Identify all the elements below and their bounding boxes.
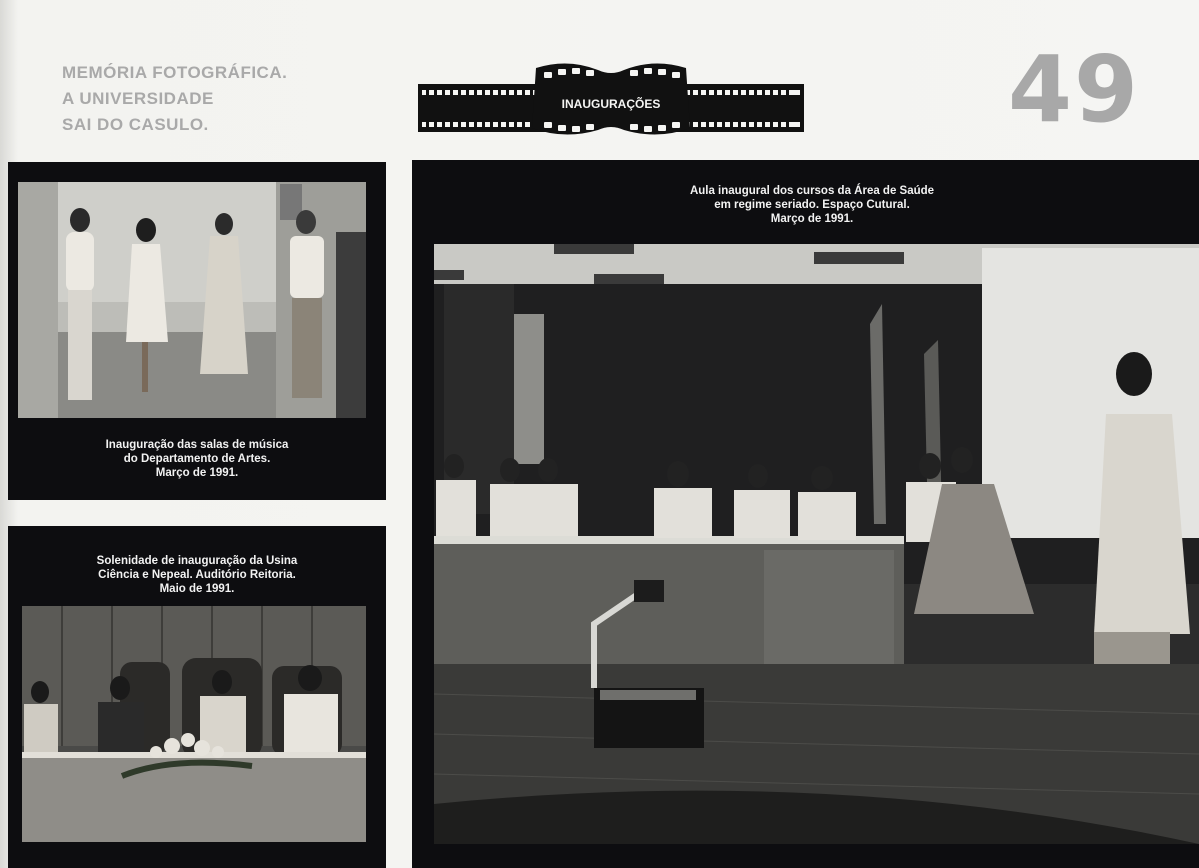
photo-usina-ceremony: [22, 606, 366, 842]
section-title-line: MEMÓRIA FOTOGRÁFICA.: [62, 63, 288, 82]
photo-caption: [412, 184, 1199, 226]
film-label: INAUGURAÇÕES: [561, 97, 661, 111]
caption-line: Inauguração das salas de música: [105, 439, 289, 451]
section-title: [62, 60, 287, 138]
photo-panel-usina: [8, 526, 386, 868]
page-number: 49: [1008, 36, 1141, 143]
caption-line: em regime seriado. Espaço Cutural.: [714, 199, 910, 211]
film-strip-banner: [418, 56, 804, 138]
photo-caption: [8, 438, 386, 480]
caption-line: Solenidade de inauguração da Usina: [96, 555, 298, 567]
caption-line: Ciência e Nepeal. Auditório Reitoria.: [98, 569, 296, 581]
photo-panel-music-rooms: [8, 162, 386, 500]
photo-aula-inaugural: [434, 244, 1199, 844]
caption-line: Maio de 1991.: [159, 583, 235, 595]
caption-line: Março de 1991.: [770, 213, 854, 225]
caption-line: do Departamento de Artes.: [123, 453, 271, 465]
section-title-line: A UNIVERSIDADE: [62, 89, 214, 108]
photo-caption: [8, 554, 386, 596]
photo-music-rooms: [18, 182, 366, 418]
section-title-line: SAI DO CASULO.: [62, 115, 209, 134]
caption-line: Aula inaugural dos cursos da Área de Saúde: [689, 185, 935, 197]
caption-line: Março de 1991.: [155, 467, 239, 479]
photo-panel-aula-inaugural: [412, 160, 1199, 868]
